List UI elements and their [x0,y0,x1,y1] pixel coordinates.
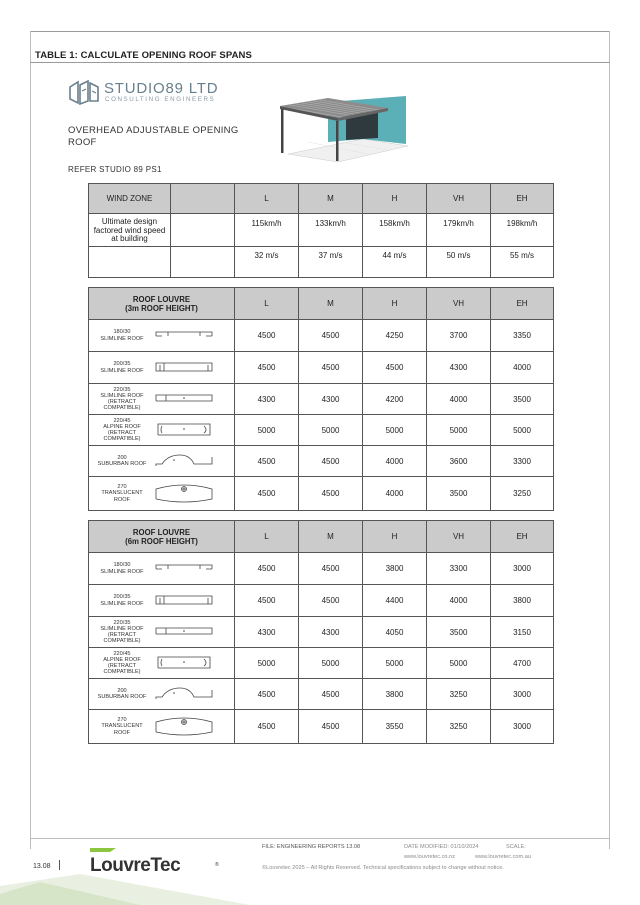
louvre-label-cell [89,477,235,511]
wind-zone-header-blank [171,184,235,214]
ms-l: 32 m/s [235,247,299,278]
zone-header-m: M [299,521,363,553]
louvre-label-cell [89,648,235,679]
table-row [89,352,554,384]
zone-header-l: L [235,521,299,553]
roof-title: OVERHEAD ADJUSTABLE OPENING ROOF [68,125,239,148]
span-value-cell: 5000 [363,648,427,679]
span-value-cell: 3800 [491,585,554,617]
table-6m-header-line2: (6m ROOF HEIGHT) [125,536,198,546]
span-value-cell: 4300 [299,384,363,415]
louvre-label-cell [89,585,235,617]
span-value-cell: 4000 [427,384,491,415]
louvre-profile-icon [153,593,215,609]
span-value-cell: 4500 [299,352,363,384]
louvre-label [91,562,153,574]
table-6m-header-line1: ROOF LOUVRE [132,527,191,537]
span-value-cell: 4300 [299,617,363,648]
span-value-cell: 4500 [299,585,363,617]
louvre-label-line1: 180/30 [113,329,131,336]
span-value-cell: 5000 [427,648,491,679]
louvre-label-cell [89,352,235,384]
zone-header-vh: VH [427,521,491,553]
table-row [89,415,554,446]
span-value-cell: 4500 [363,352,427,384]
span-value-cell: 4500 [235,352,299,384]
span-value-cell: 5000 [299,415,363,446]
wind-zone-header: WIND ZONE [89,184,171,214]
span-value-cell: 3250 [427,710,491,744]
louvre-label-cell [89,679,235,710]
zone-header-h: H [363,184,427,214]
span-value-cell: 4500 [299,710,363,744]
span-value-cell: 3500 [427,477,491,511]
span-value-cell: 4700 [491,648,554,679]
louvre-label-line3: (RETRACT COMPATIBLE) [103,399,141,412]
table-row [89,446,554,477]
louvre-label [91,418,153,443]
zone-header-m: M [299,184,363,214]
louvre-label-line1: 200 [117,687,127,694]
roof-louvre-3m-table [88,287,554,511]
span-value-cell: 4500 [299,553,363,585]
ms-m: 37 m/s [299,247,363,278]
louvre-profile-icon [153,624,215,640]
louvre-label-line2: SLIMLINE ROOF [100,335,144,342]
frame-left-line [30,31,31,849]
zone-header-h: H [363,521,427,553]
table-row [89,648,554,679]
span-value-cell: 4300 [235,384,299,415]
louvre-label-line1: 220/45 [113,417,131,424]
louvre-label-line1: 220/35 [113,619,131,626]
louvre-label-line2: TRANSLUCENT [101,723,143,730]
svg-text:LouvreTec: LouvreTec [90,855,181,874]
span-value-cell: 4500 [235,679,299,710]
website-nz-link[interactable]: www.louvretec.co.nz [404,854,455,860]
wind-zone-table [88,183,554,278]
louvre-label-line2: SLIMLINE ROOF [100,568,144,575]
studio-name: STUDIO89 LTD [104,80,219,97]
span-value-cell: 3500 [491,384,554,415]
span-value-cell: 3350 [491,320,554,352]
louvre-label-line1: 270 [117,484,127,491]
span-value-cell: 4500 [235,710,299,744]
zone-header-m: M [299,288,363,320]
kmh-m: 133km/h [299,214,363,247]
span-value-cell: 4500 [235,446,299,477]
span-value-cell: 4300 [427,352,491,384]
louvre-label-line3: ROOF [113,496,131,503]
zone-header-l: L [235,288,299,320]
span-value-cell: 3500 [427,617,491,648]
kmh-vh: 179km/h [427,214,491,247]
scale-label: SCALE: [506,844,526,850]
roof-louvre-6m-table [88,520,554,744]
louvre-label-cell [89,320,235,352]
louvre-label-line1: 200 [117,454,127,461]
ms-blank-cell [89,247,171,278]
ms-vh: 50 m/s [427,247,491,278]
zone-header-l: L [235,184,299,214]
span-value-cell: 5000 [491,415,554,446]
span-value-cell: 3250 [427,679,491,710]
span-value-cell: 5000 [235,415,299,446]
louvre-label [91,651,153,676]
page-number: 13.08 [33,863,51,870]
span-value-cell: 5000 [235,648,299,679]
louvre-profile-icon [153,716,215,738]
louvre-label-line2: SLIMLINE ROOF [100,392,144,399]
page-number-divider [59,860,60,870]
louvre-label [91,594,153,606]
louvre-profile-icon [153,391,215,407]
louvre-label [91,387,153,412]
span-value-cell: 3800 [363,679,427,710]
span-value-cell: 4000 [427,585,491,617]
span-value-cell: 3000 [491,710,554,744]
louvre-label [91,688,153,700]
louvre-label-line3: ROOF [113,729,131,736]
table-3m-body [89,320,554,511]
span-value-cell: 3300 [427,553,491,585]
wind-description-cell [89,214,171,247]
louvre-profile-icon [153,453,215,469]
louvre-label-line2: ALPINE ROOF [103,656,141,663]
louvre-label [91,361,153,373]
louvre-label-cell [89,384,235,415]
zone-header-h: H [363,288,427,320]
span-value-cell: 4500 [299,679,363,710]
louvre-profile-icon [153,686,215,702]
table-3m-header-line1: ROOF LOUVRE [132,294,191,304]
louvre-label-cell [89,553,235,585]
louvre-label-cell [89,415,235,446]
span-value-cell: 4400 [363,585,427,617]
louvre-label [91,329,153,341]
studio-subtitle: CONSULTING ENGINEERS [105,96,216,103]
louvre-label-line1: 270 [117,717,127,724]
span-value-cell: 3550 [363,710,427,744]
svg-text:®: ® [215,862,219,868]
span-value-cell: 4200 [363,384,427,415]
table-row [89,384,554,415]
zone-header-eh: EH [491,521,554,553]
table-6m-body [89,553,554,744]
louvre-label-line3: (RETRACT COMPATIBLE) [103,663,141,676]
zone-header-vh: VH [427,288,491,320]
span-value-cell: 5000 [299,648,363,679]
span-value-cell: 3300 [491,446,554,477]
copyright-notice: ©Louvretec 2025 – All Rights Reserved. Technical specifications subject to change without notice. [262,865,504,871]
louvre-label-cell [89,446,235,477]
frame-top-line [30,31,610,32]
louvre-label-line1: 180/30 [113,562,131,569]
louvre-label-line2: SUBURBAN ROOF [97,694,147,700]
frame-bottom-line [30,838,610,839]
ms-h: 44 m/s [363,247,427,278]
studio89-logo-icon [68,79,100,105]
louvre-label [91,455,153,467]
span-value-cell: 3600 [427,446,491,477]
kmh-l: 115km/h [235,214,299,247]
span-value-cell: 4250 [363,320,427,352]
span-value-cell: 3000 [491,553,554,585]
span-value-cell: 4500 [299,477,363,511]
pergola-illustration [268,94,413,166]
date-modified: DATE MODIFIED: 01/10/2024 [404,844,479,850]
span-value-cell: 4500 [235,477,299,511]
span-value-cell: 3800 [363,553,427,585]
louvre-label-line3: (RETRACT COMPATIBLE) [103,430,141,443]
span-value-cell: 4500 [235,585,299,617]
louvre-label [91,484,153,503]
wind-description: Ultimate design factored wind speed at building [93,217,166,244]
louvre-label-cell [89,617,235,648]
louvre-profile-icon [153,422,215,438]
span-value-cell: 4500 [235,320,299,352]
table-6m-header [89,521,235,553]
louvre-label-line2: TRANSLUCENT [101,490,143,497]
louvre-profile-icon [153,655,215,671]
louvre-label-line1: 220/35 [113,386,131,393]
span-value-cell: 3700 [427,320,491,352]
span-value-cell: 5000 [363,415,427,446]
kmh-eh: 198km/h [491,214,554,247]
span-value-cell: 4500 [299,446,363,477]
span-value-cell: 3250 [491,477,554,511]
ms-blank-cell-2 [171,247,235,278]
louvre-label [91,620,153,645]
span-value-cell: 4000 [363,446,427,477]
louvre-label-line2: SLIMLINE ROOF [100,625,144,632]
louvre-label [91,717,153,736]
span-value-cell: 3150 [491,617,554,648]
document-title: TABLE 1: CALCULATE OPENING ROOF SPANS [35,50,252,61]
louvre-label-cell [89,710,235,744]
louvre-label-line3: (RETRACT COMPATIBLE) [103,632,141,645]
louvre-label-line1: 200/35 [113,361,131,368]
span-value-cell: 3000 [491,679,554,710]
louvre-profile-icon [153,561,215,577]
title-rule [30,62,610,63]
louvre-label-line2: SUBURBAN ROOF [97,461,147,467]
span-value-cell: 4000 [363,477,427,511]
refer-note: REFER STUDIO 89 PS1 [68,165,162,174]
span-value-cell: 4000 [491,352,554,384]
table-row [89,710,554,744]
frame-right-line [609,31,610,849]
span-value-cell: 4500 [299,320,363,352]
corner-decoration [0,872,640,905]
table-row [89,617,554,648]
zone-header-vh: VH [427,184,491,214]
louvre-label-line1: 220/45 [113,650,131,657]
zone-header-eh: EH [491,288,554,320]
table-row [89,553,554,585]
span-value-cell: 5000 [427,415,491,446]
span-value-cell: 4050 [363,617,427,648]
table-row [89,320,554,352]
louvre-profile-icon [153,483,215,505]
louvre-label-line2: ALPINE ROOF [103,423,141,430]
table-row [89,477,554,511]
table-row [89,679,554,710]
louvretec-logo-icon [86,846,226,874]
wind-blank-cell [171,214,235,247]
zone-header-eh: EH [491,184,554,214]
louvre-label-line2: SLIMLINE ROOF [100,600,144,607]
kmh-h: 158km/h [363,214,427,247]
louvre-label-line1: 200/35 [113,594,131,601]
table-3m-header-line2: (3m ROOF HEIGHT) [125,303,198,313]
span-value-cell: 4300 [235,617,299,648]
file-reference: FILE: ENGINEERING REPORTS 13.08 [262,844,361,850]
louvre-profile-icon [153,360,215,376]
louvre-label-line2: SLIMLINE ROOF [100,367,144,374]
ms-eh: 55 m/s [491,247,554,278]
table-row [89,585,554,617]
table-3m-header [89,288,235,320]
website-au-link[interactable]: www.louvretec.com.au [475,854,531,860]
louvre-profile-icon [153,328,215,344]
span-value-cell: 4500 [235,553,299,585]
